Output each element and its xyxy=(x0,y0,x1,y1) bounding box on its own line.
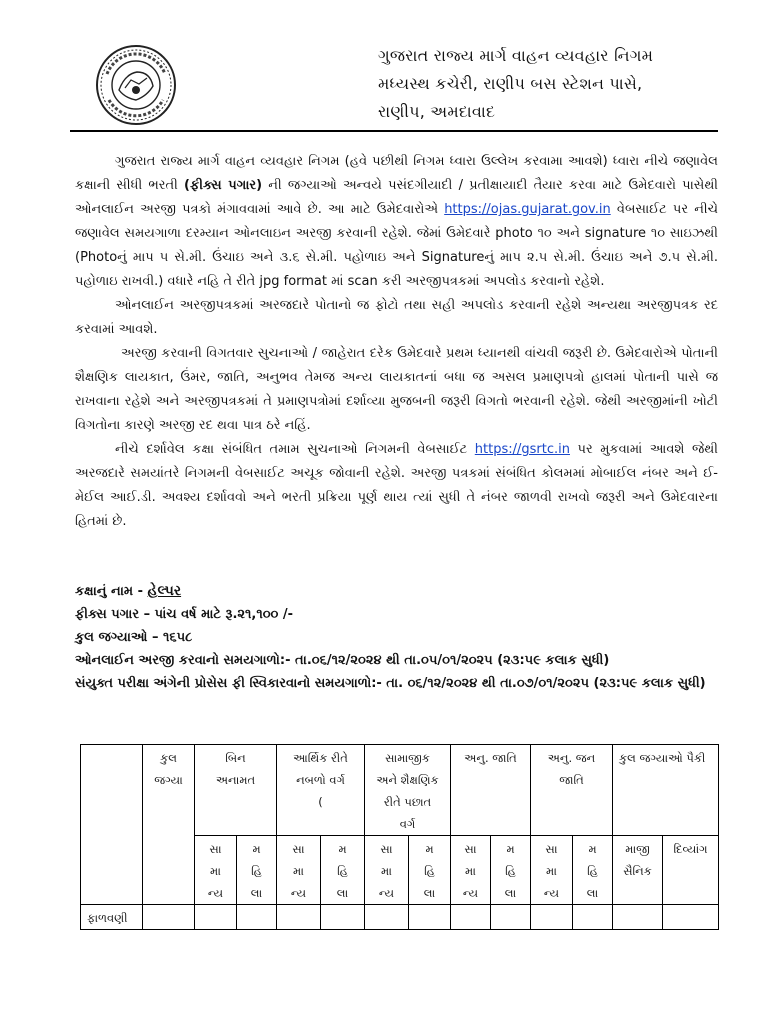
notice-body xyxy=(75,150,718,534)
sc-female: મ હિ લા xyxy=(491,836,531,905)
gsrtc-link[interactable]: https://gsrtc.in xyxy=(474,442,570,457)
allocation-label: ફાળવણી xyxy=(81,905,143,930)
table-cell xyxy=(531,905,573,930)
sebc-female: મ હિ લા xyxy=(409,836,451,905)
paragraph-instructions: અરજી કરવાની વિગતવાર સુચનાઓ / જાહેરાત દરેક ઉમેદવારે પ્રથમ ધ્યાનથી વાંચવી જરૂરી છે. ઉમેદવારોએ પોતાની શૈક્ષણિક લાયકાત, ઉંમર, જાતિ, અનુભવ તેમજ અન્ય લાયકાતનાં બધા જ અસલ પ્રમાણપત્રો હાલમાં પોતાની પાસે જ રાખવાના રહેશે અને અરજીપત્રકમાં તે પ્રમાણપત્રોમાં દર્શાવ્યા મુજબની જરૂરી વિગતો ભરવાની રહેશે. જેથી અરજીમાંની ખોટી વિગતોના કારણે અરજી રદ થવા પાત્ર ઠરે નહિં. xyxy=(75,346,718,433)
sebc-header: સામાજીક અને શૈક્ષણિક રીતે પછાત વર્ગ xyxy=(365,745,451,836)
intro-text-c: વેબસાઈટ પર નીચે જણાવેલ સમયગાળા દરમ્યાન ઓનલાઇન અરજી કરવાની રહેશે. જેમાં ઉમેદવારે photo ૧૦ અને signature ૧૦ સાઇઝથી (Photoનું માપ ૫ સે.મી. ઉંચાઇ અને ૩.૬ સે.મી. પહોળાઇ અને Signatureનું માપ ૨.૫ સે.મી. ઉંચાઇ અને ૭.૫ સે.મી. પહોળાઇ રાખવી.) વધારે નહિ તે રીતે jpg format માં scan કરી અરજીપત્રકમાં અપલોડ કરવાનો રહેશે. xyxy=(75,202,718,289)
table-cell xyxy=(663,905,719,930)
unreserved-general: સા મા ન્ય xyxy=(195,836,237,905)
sc-header: અનુ. જાતિ xyxy=(451,745,531,836)
intro-text-b: ની જગ્યાઓ અન્વયે પસંદગીયાદી / પ્રતીક્ષાયાદી તૈયાર કરવા માટે ઉમેદવારો પાસેથી ઓનલાઈન અરજી પત્રકો મંગાવવામાં આવે છે. આ માટે ઉમેદવારોએ xyxy=(75,178,719,217)
table-cell xyxy=(365,905,409,930)
pay-line: ફીક્સ પગાર – પાંચ વર્ષ માટે રૂ.૨૧,૧૦૦ /- xyxy=(75,607,294,622)
intro-text-a: ગુજરાત રાજ્ય માર્ગ વાહન વ્યવહાર નિગમ (હવે પછીથી નિગમ ધ્વારા ઉલ્લેખ કરવામા આવશે) ધ્વારા નીચે જણાવેલ કક્ષાની સીધી ભરતી xyxy=(75,154,718,193)
st-female: મ હિ લા xyxy=(573,836,613,905)
table-cell xyxy=(409,905,451,930)
of-total-header: કુલ જગ્યાઓ પૈકી xyxy=(613,745,719,836)
table-cell xyxy=(143,905,195,930)
st-general: સા મા ન્ય xyxy=(531,836,573,905)
website-text-b: પર મુકવામાં આવશે જેથી અરજદારે સમયાંતરે નિગમની વેબસાઈટ અચૂક જોવાની રહેશે. અરજી પત્રકમાં સંબંધિત કોલમમાં મોબાઈલ નંબર અને ઈ-મેઈલ આઈ.ડી. અવશ્ય દર્શાવવો અને ભરતી પ્રક્રિયા પૂર્ણ થાય ત્યાં સુધી તે નંબર જાળવી રાખવો જરૂરી અને ઉમેદવારના હિતમાં છે. xyxy=(75,442,718,529)
post-name-line xyxy=(75,580,725,603)
table-cell xyxy=(613,905,663,930)
table-cell xyxy=(491,905,531,930)
vacancy-table xyxy=(80,744,719,930)
ews-general: સા મા ન્ય xyxy=(277,836,321,905)
gsrtc-seal-icon xyxy=(95,44,177,126)
ews-female: મ હિ લા xyxy=(321,836,365,905)
post-details xyxy=(75,580,725,695)
post-name-value: હેલ્પર xyxy=(147,583,182,599)
unreserved-female: મ હિ લા xyxy=(237,836,277,905)
total-posts-line: કુલ જગ્યાઓ – ૧૬૫૮ xyxy=(75,630,193,645)
sc-general: સા મા ન્ય xyxy=(451,836,491,905)
online-period-line: ઓનલાઈન અરજી કરવાનો સમયગાળો:- તા.૦૬/૧૨/૨૦૨૪ થી તા.૦૫/૦૧/૨૦૨૫ (૨૩:૫૯ કલાક સુધી) xyxy=(75,653,610,668)
org-name: ગુજરાત રાજ્ય માર્ગ વાહન વ્યવહાર નિગમ xyxy=(378,46,654,65)
exam-fee-period-line: સંયુક્ત પરીક્ષા અંગેની પ્રોસેસ ફી સ્વિકારવાનો સમયગાળો:- તા. ૦૬/૧૨/૨૦૨૪ થી તા.૦૭/૦૧/૨૦૨૫ (૨૩:૫૯ કલાક સુધી) xyxy=(75,676,706,691)
table-cell xyxy=(237,905,277,930)
post-name-label: કક્ષાનું નામ - xyxy=(75,584,148,599)
table-cell xyxy=(451,905,491,930)
header-divider xyxy=(70,130,718,132)
organization-header xyxy=(378,42,718,126)
paragraph-website xyxy=(75,438,718,534)
ews-header: આર્થિક રીતે નબળો વર્ગ ( xyxy=(277,745,365,836)
table-cell xyxy=(195,905,237,930)
paragraph-photo-sign: ઓનલાઈન અરજીપત્રકમાં અરજદારે પોતાનો જ ફોટો તથા સહી અપલોડ કરવાની રહેશે અન્યથા અરજીપત્રક રદ કરવામાં આવશે. xyxy=(75,298,718,337)
unreserved-header: બિન અનામત xyxy=(195,745,277,836)
table-header-row xyxy=(81,745,719,836)
total-posts-header: કુલ જગ્યા xyxy=(143,745,195,905)
table-cell xyxy=(573,905,613,930)
st-header: અનુ. જન જાતિ xyxy=(531,745,613,836)
fixed-pay-label: (ફીક્સ પગાર) xyxy=(184,178,263,193)
table-cell xyxy=(277,905,321,930)
website-text-a: નીચે દર્શાવેલ કક્ષા સંબંધિત તમામ સુચનાઓ નિગમની વેબસાઈટ xyxy=(115,442,475,457)
ex-serviceman-header: માજી સૈનિક xyxy=(613,836,663,905)
table-cell xyxy=(321,905,365,930)
blank-header-cell xyxy=(81,745,143,905)
table-row xyxy=(81,905,719,930)
org-location: રાણીપ, અમદાવાદ xyxy=(378,102,496,121)
pwd-header: દિવ્યાંગ xyxy=(663,836,719,905)
sebc-general: સા મા ન્ય xyxy=(365,836,409,905)
ojas-link[interactable]: https://ojas.gujarat.gov.in xyxy=(444,202,611,217)
paragraph-intro xyxy=(75,150,718,294)
org-office: મધ્યસ્થ કચેરી, રાણીપ બસ સ્ટેશન પાસે, xyxy=(378,74,643,93)
